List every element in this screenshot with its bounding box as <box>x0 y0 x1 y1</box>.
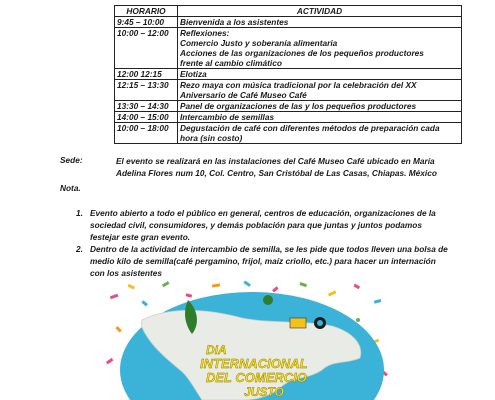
schedule-row <box>115 28 462 69</box>
poster-title-line-2: INTERNACIONAL <box>200 356 308 371</box>
sede-label: Sede: <box>60 155 83 165</box>
schedule-activity <box>178 112 462 123</box>
schedule-activity <box>178 28 462 69</box>
sede-line-1: El evento se realizará en las instalaciones del Café Museo Café ubicado en María <box>116 156 435 166</box>
note-line: sociedad civil, consumidores, y demás población para que juntas y juntos podamos <box>90 220 422 230</box>
activity-line: Comercio Justo y soberanía alimentaria <box>180 38 338 48</box>
activity-line: Rezo maya con música tradicional por la celebración del XX <box>180 80 417 90</box>
poster-title-line-4: JUSTO <box>244 385 284 399</box>
note-line: Dentro de la actividad de intercambio de semilla, se les pide que todos lleven una bolsa de <box>90 244 448 254</box>
note-number: 2. <box>76 244 83 254</box>
schedule-activity <box>178 80 462 101</box>
note-item <box>78 207 468 243</box>
activity-line: Acciones de las organizaciones de los pequeños productores <box>180 48 424 58</box>
schedule-row <box>115 101 462 112</box>
schedule-row <box>115 69 462 80</box>
poster-image <box>102 280 393 400</box>
schedule-activity <box>178 17 462 28</box>
poster-title-line-1: DIA <box>206 343 227 357</box>
activity-line: Aniversario de Café Museo Café <box>180 90 307 100</box>
activity-line: frente al cambio climático <box>180 58 282 68</box>
header-horario: HORARIO <box>115 6 178 17</box>
schedule-time: 10:00 – 12:00 <box>115 28 178 69</box>
activity-line: Degustación de café con diferentes métodos de preparación cada <box>180 123 440 133</box>
note-item <box>78 243 468 279</box>
notes-list <box>78 207 468 279</box>
schedule-time: 13:30 – 14:30 <box>115 101 178 112</box>
note-line: festejar este gran evento. <box>90 232 191 242</box>
activity-line: Bienvenida a los asistentes <box>180 17 289 27</box>
sede-line-2: Adelina Flores num 10, Col. Centro, San Cristóbal de Las Casas, Chiapas. México <box>116 168 437 178</box>
note-line: Evento abierto a todo el público en general, centros de educación, organizaciones de la <box>90 208 436 218</box>
nota-label: Nota. <box>60 183 81 193</box>
schedule-row <box>115 123 462 144</box>
activity-line: Elotiza <box>180 69 207 79</box>
schedule-row <box>115 17 462 28</box>
note-number: 1. <box>76 208 83 218</box>
schedule-header-row <box>115 6 462 17</box>
figure-head <box>263 295 273 305</box>
activity-line: Panel de organizaciones de las y los pequeños productores <box>180 101 417 111</box>
schedule-row <box>115 80 462 101</box>
note-line: con los asistentes <box>90 268 162 278</box>
schedule-time: 9:45 – 10:00 <box>115 17 178 28</box>
schedule-activity <box>178 101 462 112</box>
poster-title-line-3: DEL COMERCIO <box>206 370 307 385</box>
schedule-time: 12:15 – 13:30 <box>115 80 178 101</box>
logo-badge-1 <box>290 318 306 328</box>
sede-address <box>116 155 466 179</box>
schedule-time: 10:00 – 18:00 <box>115 123 178 144</box>
note-line: medio kilo de semilla(café pergamino, frijol, maíz criollo, etc.) para hacer un internación <box>90 256 436 266</box>
activity-line: Reflexiones: <box>180 28 230 38</box>
schedule-activity <box>178 69 462 80</box>
schedule-row <box>115 112 462 123</box>
schedule-time: 12:00 12:15 <box>115 69 178 80</box>
schedule-activity <box>178 123 462 144</box>
schedule-table <box>114 5 462 144</box>
activity-line: hora (sin costo) <box>180 133 243 143</box>
activity-line: Intercambio de semillas <box>180 112 275 122</box>
poster-illustration <box>102 280 393 400</box>
schedule-time: 14:00 – 15:00 <box>115 112 178 123</box>
header-actividad: ACTIVIDAD <box>178 6 462 17</box>
